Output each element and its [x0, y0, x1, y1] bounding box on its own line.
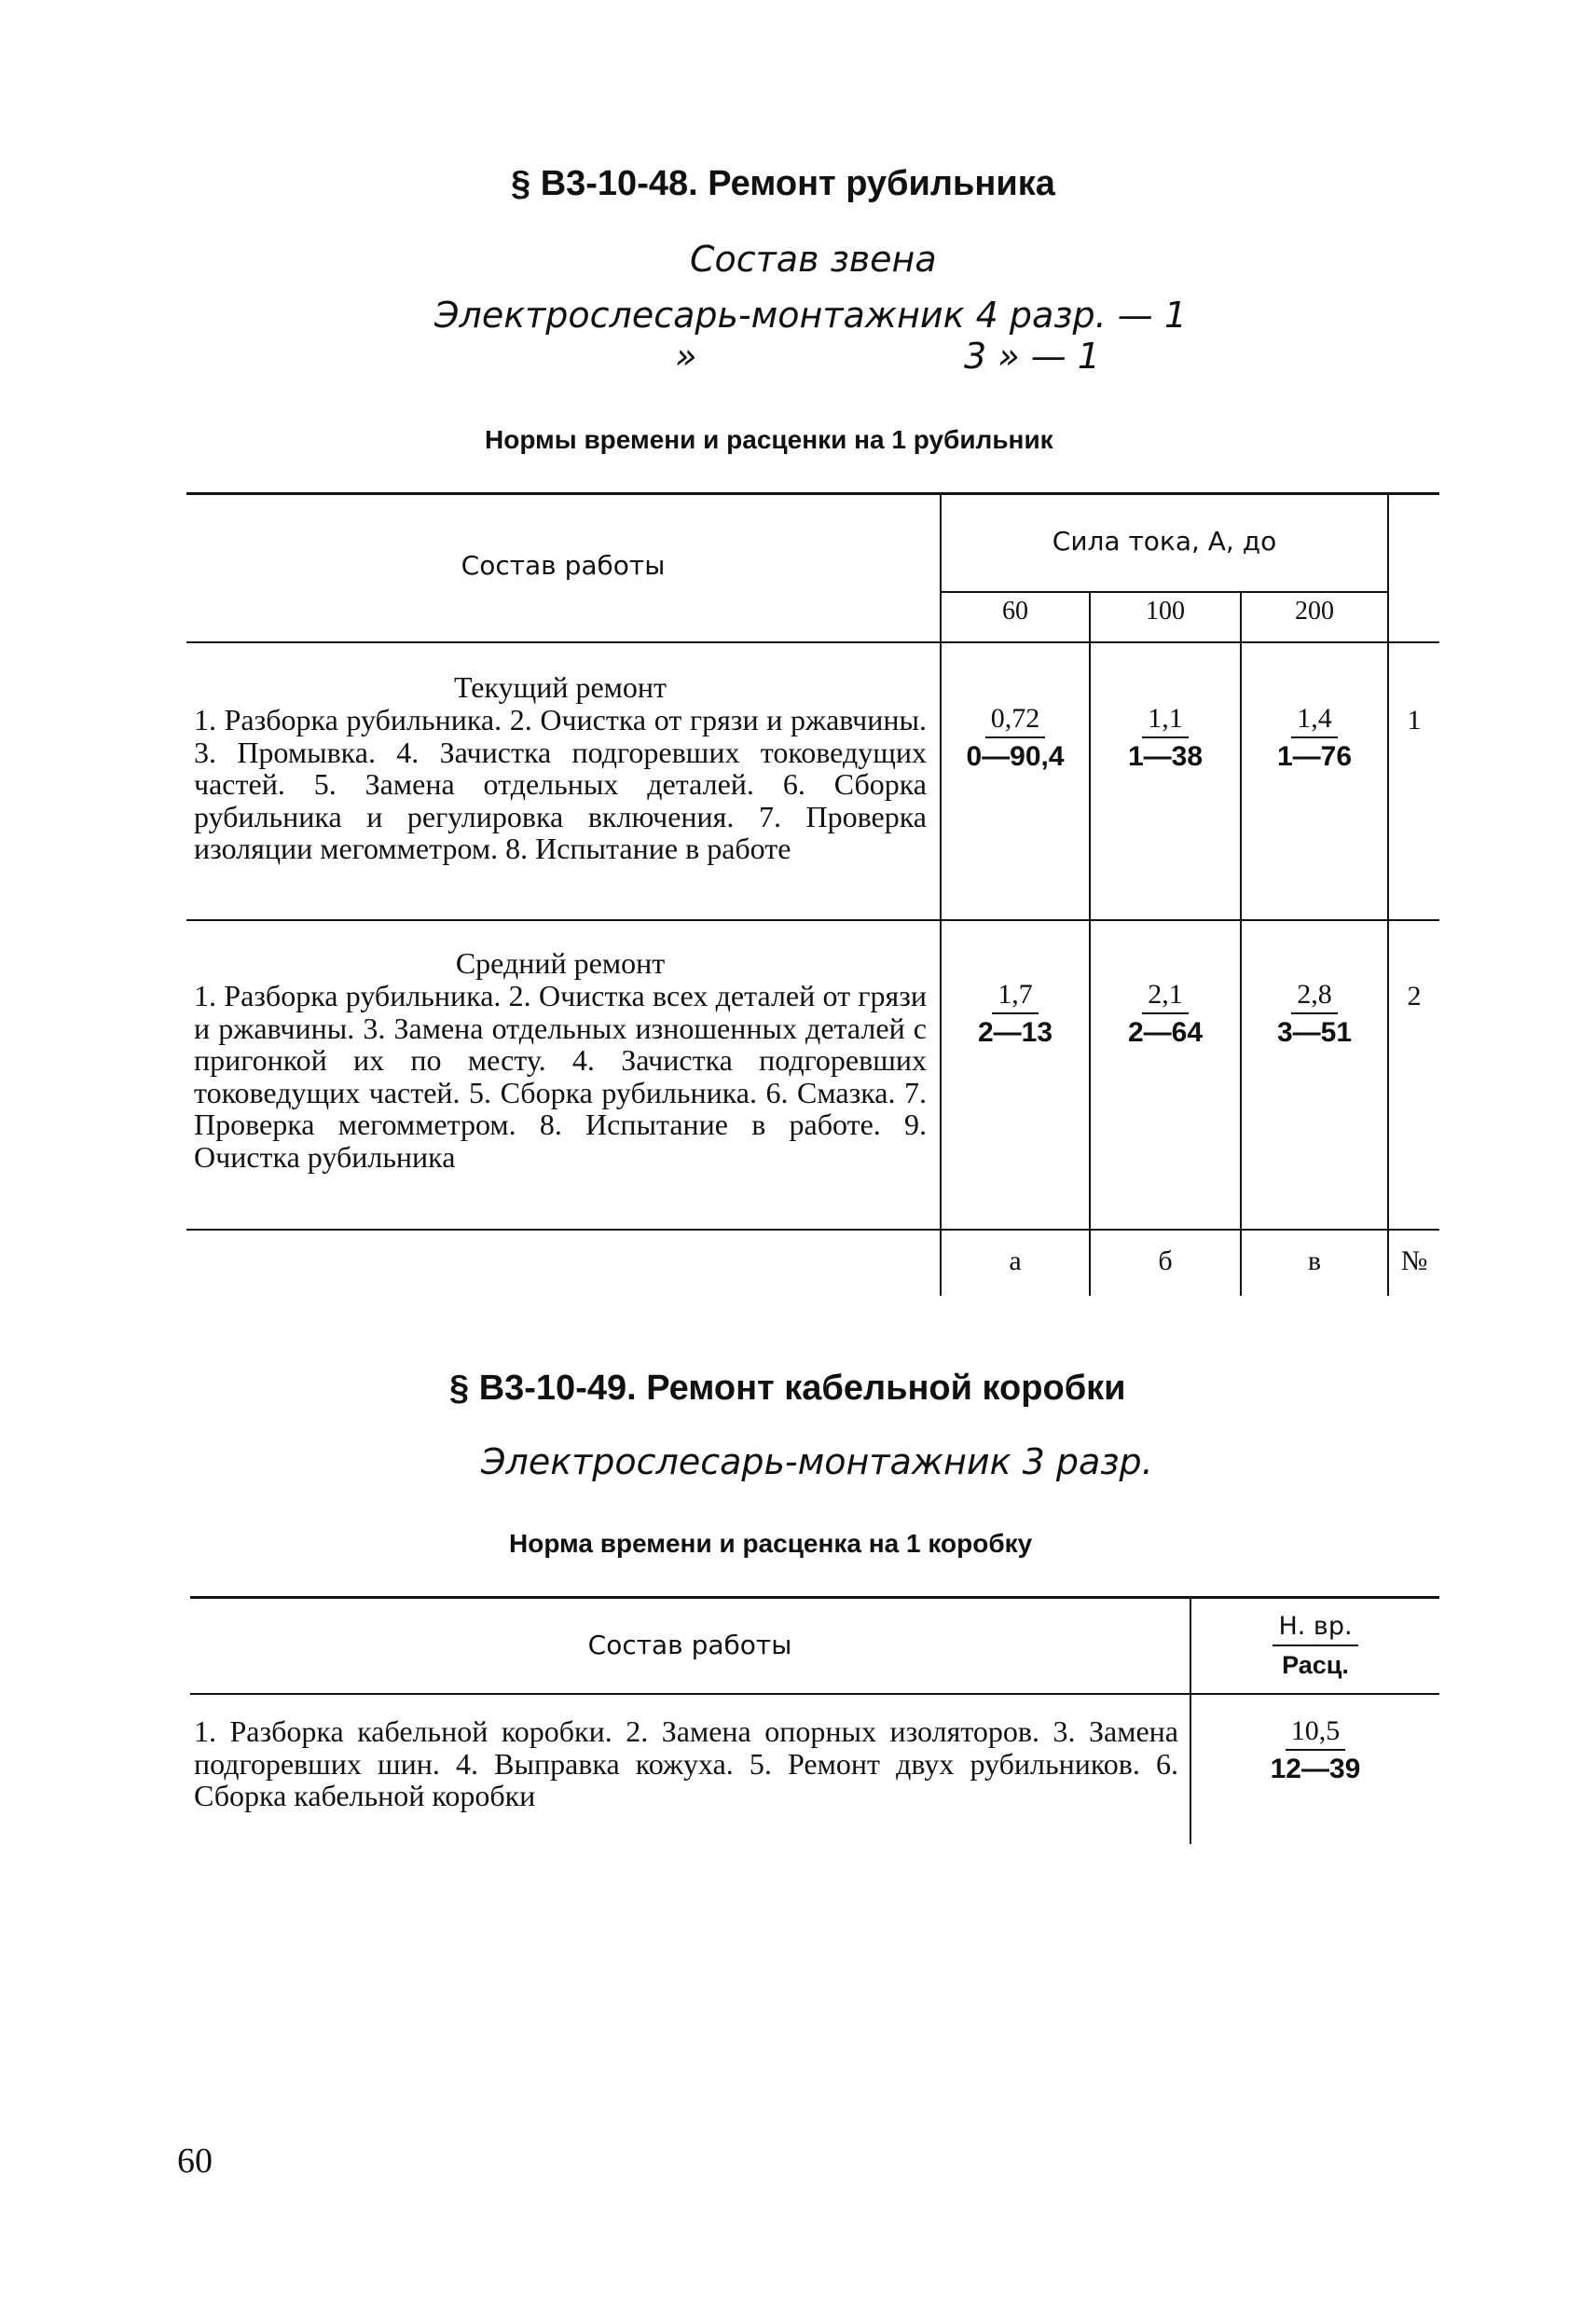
- row2-heading: Средний ремонт: [455, 946, 666, 980]
- table1-current-200: 200: [1295, 597, 1334, 626]
- row1-norm-100: 1,1: [1142, 701, 1189, 738]
- table2-header-bottom-rule: [190, 1693, 1439, 1695]
- table2-col-work: Состав работы: [587, 1630, 792, 1660]
- table1-body-bottom-rule: [186, 1229, 1439, 1231]
- row1-norm-200: 1,4: [1291, 701, 1338, 738]
- row2-norm-100: 2,1: [1142, 977, 1189, 1014]
- table2-norm: 10,5: [1286, 1713, 1346, 1751]
- row2-number: 2: [1407, 981, 1422, 1012]
- row1-text: 1. Разборка рубильника. 2. Очистка от грязи и ржавчины. 3. Промывка. 4. Зачистка подгоревших токоведущих частей. 5. Замена отдельных деталей. 6. Сборка рубильника и регулировка включения. 7. Проверка изоляции мегомметром. 8. Испытание в работе: [194, 703, 927, 865]
- row2-rate-200: 3—51: [1276, 1017, 1353, 1048]
- table2-rate: 12—39: [1270, 1754, 1361, 1784]
- section2-title: § В3-10-49. Ремонт кабельной коробки: [449, 1369, 1126, 1408]
- table2-col-rate: Расц.: [1282, 1651, 1349, 1679]
- table1-current-100: 100: [1146, 597, 1185, 626]
- crew-line-2-ditto: »: [675, 336, 697, 377]
- table1-vline-60: [1089, 591, 1091, 1296]
- table1-col-work: Состав работы: [461, 550, 666, 581]
- table1-col-current: Сила тока, А, до: [1052, 526, 1277, 557]
- row1-value-100: [1091, 701, 1240, 776]
- table2-value: [1191, 1713, 1439, 1788]
- crew-line-1: Электрослесарь-монтажник 4 разр. — 1: [434, 295, 1188, 336]
- row2-norm-60: 1,7: [992, 977, 1039, 1014]
- table2-row-text: 1. Разборка кабельной коробки. 2. Замена опорных изоляторов. 3. Замена подгоревших шин. 4. Выправка кожуха. 5. Ремонт двух рубильников. 6. Сборка кабельной коробки: [194, 1714, 1178, 1812]
- row2-value-100: [1091, 977, 1240, 1052]
- row2-rate-60: 2—13: [977, 1017, 1053, 1048]
- row2-value-60: [942, 977, 1089, 1052]
- row1-heading: Текущий ремонт: [453, 670, 667, 704]
- table2-col-norm-rate: [1191, 1609, 1439, 1684]
- row1-number: 1: [1407, 705, 1422, 736]
- table1-top-rule: [186, 492, 1439, 495]
- col-letter-v: в: [1307, 1245, 1322, 1276]
- table2-caption: Норма времени и расценка на 1 коробку: [509, 1529, 1033, 1558]
- row2-rate-100: 2—64: [1127, 1017, 1204, 1048]
- row1-rate-100: 1—38: [1127, 741, 1204, 772]
- row1-rate-60: 0—90,4: [966, 741, 1065, 772]
- col-letter-a: а: [1009, 1245, 1022, 1276]
- row1-value-200: [1242, 701, 1387, 776]
- row1-rate-200: 1—76: [1276, 741, 1353, 772]
- table1-header-subrule: [942, 591, 1387, 593]
- table1-vline-100: [1240, 591, 1242, 1296]
- row2-norm-200: 2,8: [1291, 977, 1338, 1014]
- table1-vline-200: [1387, 494, 1389, 1296]
- row2-value-200: [1242, 977, 1387, 1052]
- crew-heading: Состав звена: [690, 239, 937, 280]
- table2-col-norm: Н. вр.: [1273, 1609, 1357, 1646]
- row1-norm-60: 0,72: [985, 701, 1046, 738]
- table1-caption: Нормы времени и расценки на 1 рубильник: [485, 425, 1053, 454]
- section1-title: § В3-10-48. Ремонт рубильника: [511, 164, 1055, 203]
- section2-worker: Электрослесарь-монтажник 3 разр.: [481, 1441, 1153, 1482]
- table1-header-bottom-rule: [186, 641, 1439, 643]
- col-number-sign: №: [1400, 1245, 1428, 1276]
- table1-row-divider: [186, 919, 1439, 921]
- crew-line-2-rest: 3 » — 1: [964, 336, 1101, 377]
- col-letter-b: б: [1158, 1245, 1173, 1276]
- table1-current-60: 60: [1002, 597, 1028, 626]
- row1-value-60: [942, 701, 1089, 776]
- page-number: 60: [177, 2141, 213, 2181]
- table2-top-rule: [190, 1596, 1439, 1599]
- row2-text: 1. Разборка рубильника. 2. Очистка всех деталей от грязи и ржавчины. 3. Замена отдельных изношенных деталей с пригонкой их по месту. 4. Зачистка подгоревших токоведущих частей. 5. Сборка рубильника. 6. Смазка. 7. Проверка мегомметром. 8. Испытание в работе. 9. Очистка рубильника: [194, 979, 927, 1174]
